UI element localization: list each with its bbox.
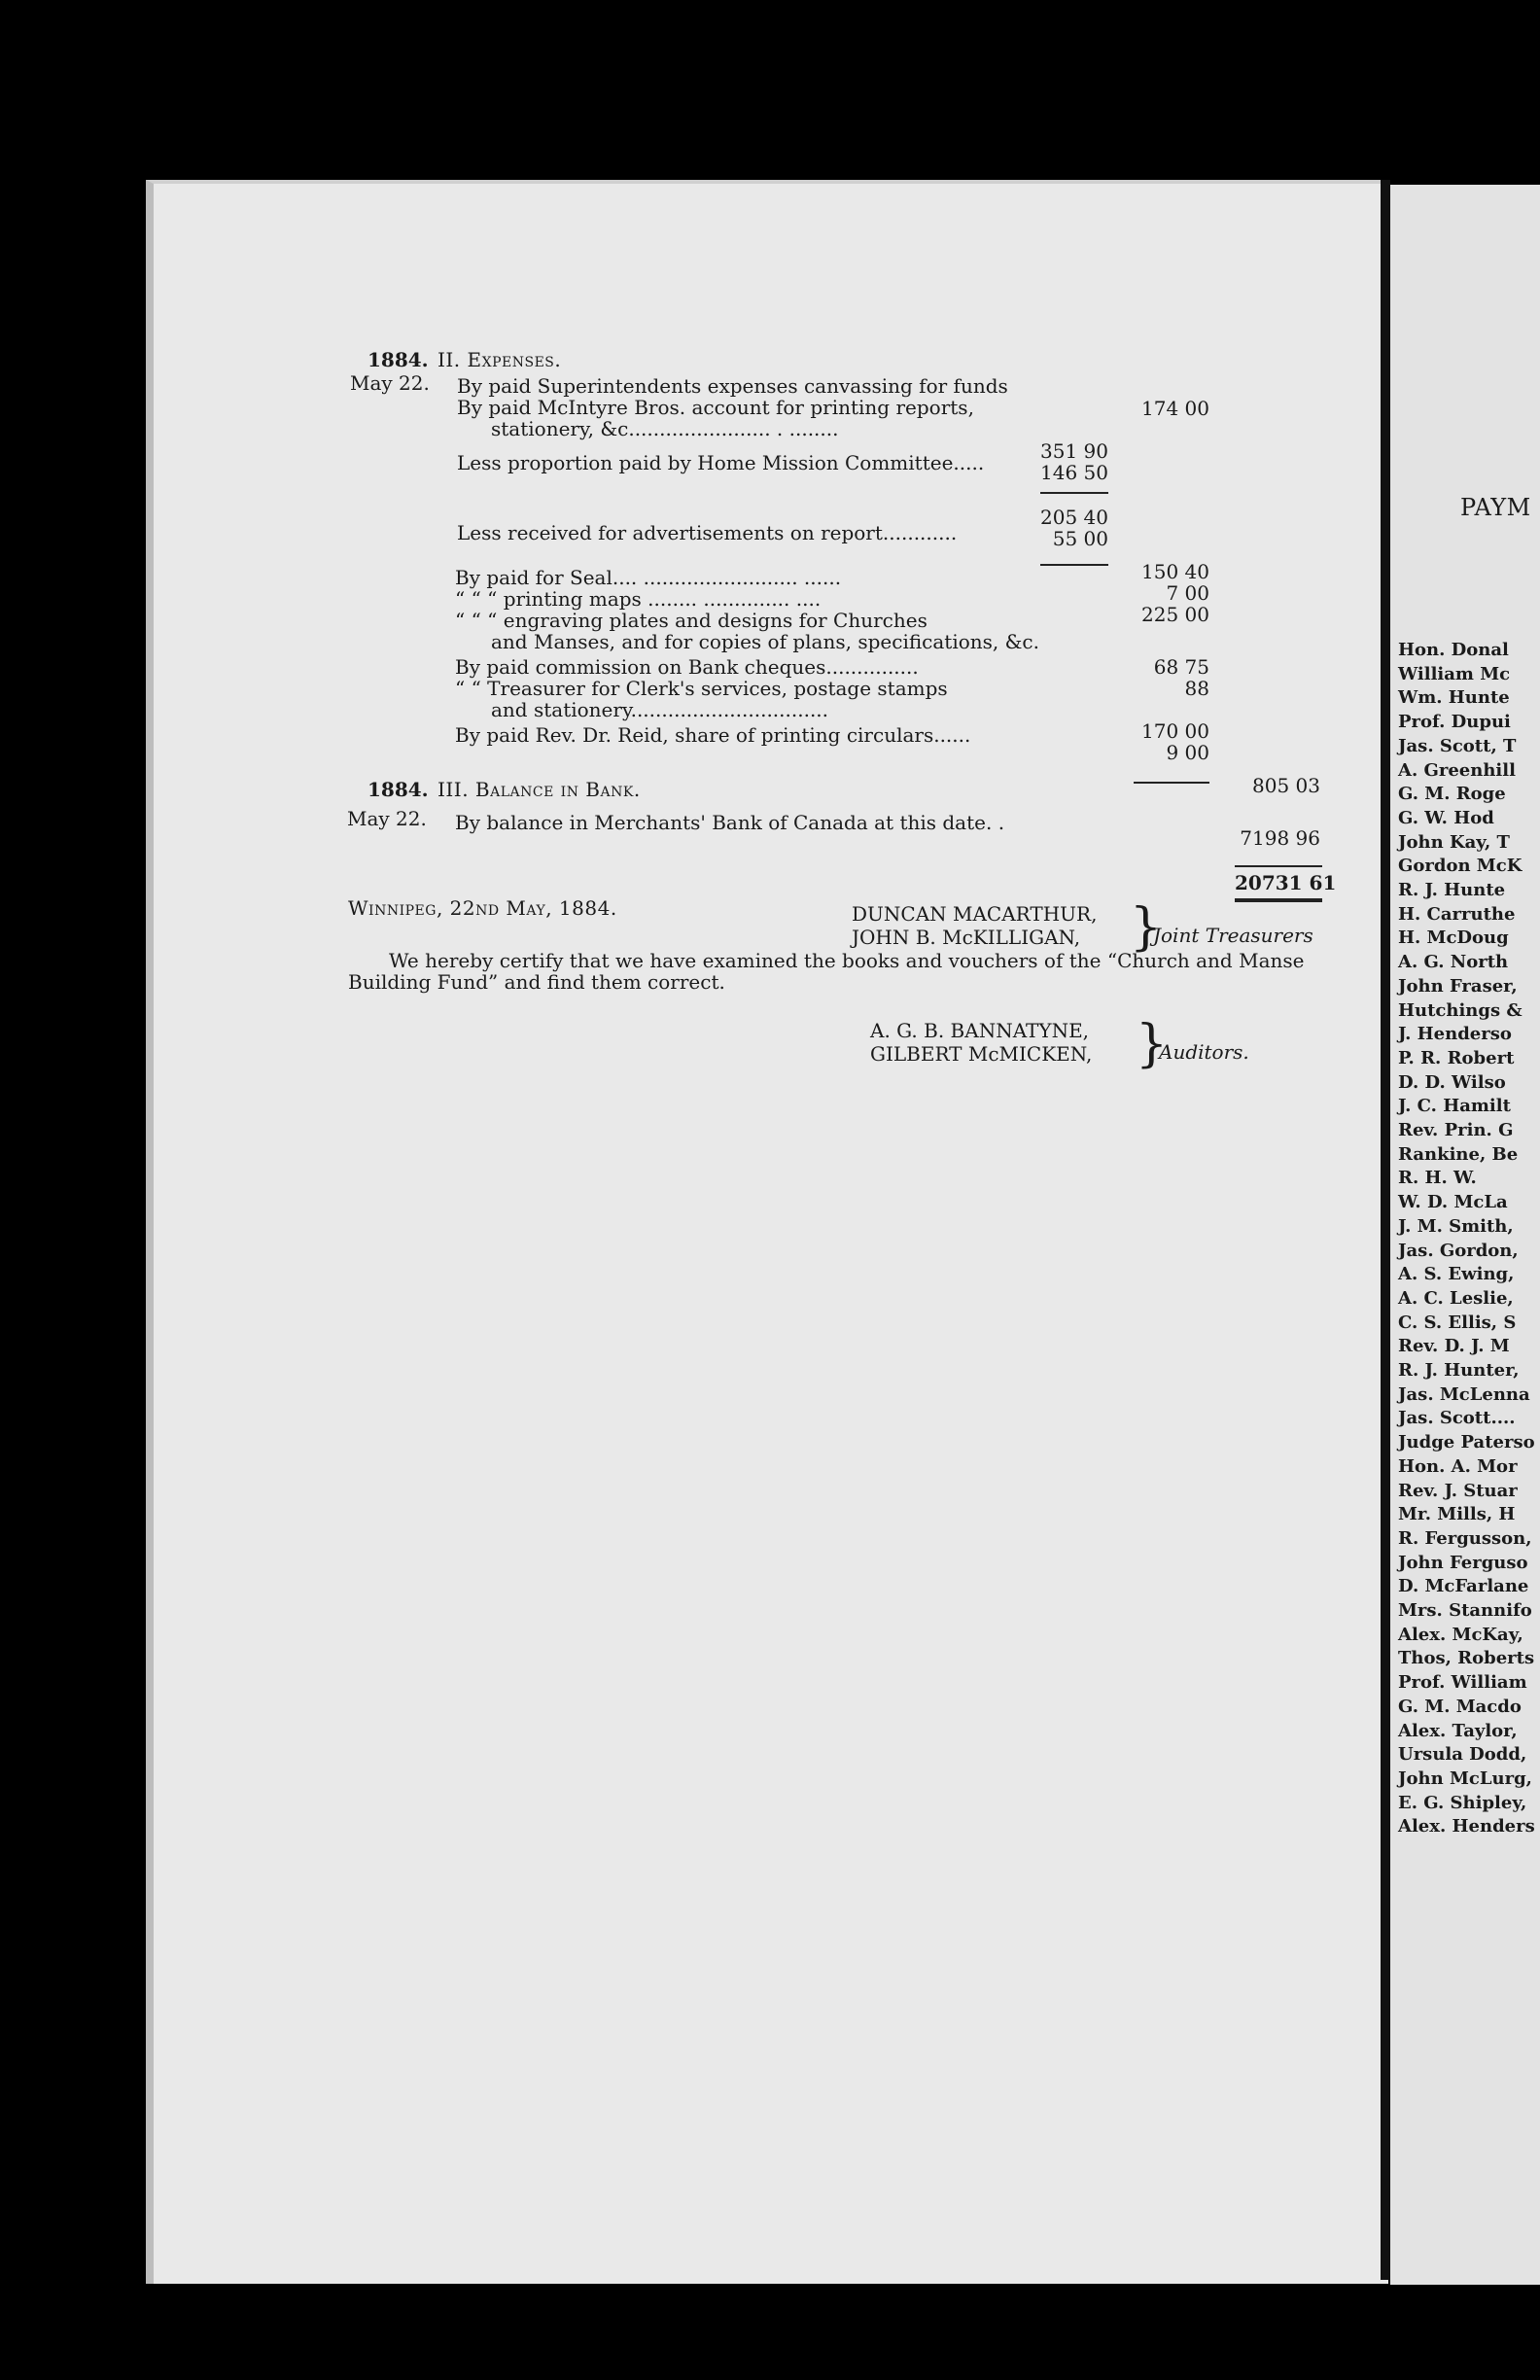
expense-line: By paid Rev. Dr. Reid, share of printing circulars......	[455, 723, 971, 747]
donor-name: G. W. Hod	[1398, 807, 1494, 828]
sum-rule	[1040, 492, 1108, 494]
donor-name: Wm. Hunte	[1398, 687, 1510, 709]
expense-line: “ “ Treasurer for Clerk's services, postage stamps	[455, 677, 948, 700]
grand-total: 20731 61	[1235, 871, 1337, 894]
balance-amount: 7198 96	[1240, 826, 1320, 850]
amount-col1: 351 90	[1040, 439, 1108, 463]
donor-name: Prof. William	[1398, 1672, 1527, 1694]
amount-col2: 170 00	[1141, 719, 1209, 743]
donor-name: P. R. Robert	[1398, 1047, 1515, 1068]
treasurers-role: Joint Treasurers	[1153, 924, 1313, 947]
donor-name: R. Fergusson,	[1398, 1527, 1532, 1549]
page-gutter	[1381, 180, 1390, 2280]
place-date: Winnipeg, 22nd May, 1884.	[348, 896, 617, 920]
donor-name: E. G. Shipley,	[1398, 1792, 1527, 1813]
treasurer-name: DUNCAN MACARTHUR,	[852, 902, 1098, 926]
total-rule	[1235, 865, 1322, 867]
right-page-heading: PAYM	[1460, 494, 1531, 521]
donor-name: A. S. Ewing,	[1398, 1264, 1515, 1285]
auditors-brace: }	[1136, 1015, 1169, 1073]
amount-col2: 150 40	[1141, 560, 1209, 583]
donor-name: D. D. Wilso	[1398, 1071, 1506, 1093]
donor-name: Gordon McK	[1398, 856, 1522, 877]
donor-name: Rev. J. Stuar	[1398, 1480, 1518, 1501]
donor-name: Hutchings &	[1398, 999, 1522, 1021]
donor-name: Rev. D. J. M	[1398, 1336, 1510, 1357]
donor-name: J. Henderso	[1398, 1024, 1512, 1045]
auditors-role: Auditors.	[1159, 1040, 1249, 1064]
balance-date: May 22.	[347, 807, 427, 830]
donor-name: D. McFarlane	[1398, 1576, 1529, 1597]
donor-name: Jas. Scott....	[1398, 1408, 1516, 1429]
donor-name: Jas. Gordon,	[1398, 1240, 1519, 1261]
donor-name: Ursula Dodd,	[1398, 1744, 1527, 1766]
balance-heading: III. Balance in Bank.	[438, 778, 641, 801]
expense-line: stationery, &c....................... . ........	[491, 417, 839, 440]
treasurers-brace: }	[1130, 898, 1163, 957]
expenses-year: 1884.	[368, 348, 429, 371]
amount-col2: 9 00	[1166, 741, 1209, 764]
donor-name: A. G. North	[1398, 952, 1509, 973]
certify-line: Building Fund” and find them correct.	[348, 970, 725, 994]
amount-col1: 55 00	[1052, 527, 1108, 550]
amount-col1: 205 40	[1040, 506, 1108, 529]
donor-name: Alex. Henders	[1398, 1816, 1535, 1838]
expense-line: Less received for advertisements on report............	[457, 521, 958, 544]
donor-name: Mr. Mills, H	[1398, 1504, 1516, 1525]
donor-name: John Fraser,	[1398, 975, 1518, 997]
donor-name: Judge Paterso	[1398, 1432, 1535, 1453]
donor-name: R. H. W.	[1398, 1168, 1477, 1189]
donor-name: John McLurg,	[1398, 1768, 1532, 1789]
amount-col3: 805 03	[1252, 774, 1320, 797]
expense-line: Less proportion paid by Home Mission Committee.....	[457, 451, 985, 474]
sum-rule	[1134, 782, 1209, 784]
donor-name: R. J. Hunte	[1398, 880, 1506, 900]
expense-line: By paid for Seal.... ......................... ......	[455, 566, 842, 589]
donor-name: Rankine, Be	[1398, 1143, 1519, 1165]
total-double-rule	[1235, 898, 1322, 902]
amount-col2: 174 00	[1141, 397, 1209, 420]
donor-name: G. M. Roge	[1398, 784, 1506, 805]
donor-name: Prof. Dupui	[1398, 712, 1511, 733]
donor-name: J. M. Smith,	[1398, 1215, 1514, 1237]
donor-name: Jas. Scott, T	[1398, 735, 1517, 756]
amount-col2: 225 00	[1141, 603, 1209, 626]
donor-name: Rev. Prin. G	[1398, 1120, 1514, 1140]
amount-col2: 88	[1184, 677, 1209, 700]
amount-col2: 68 75	[1153, 655, 1209, 679]
donor-name: H. Carruthe	[1398, 903, 1516, 925]
amount-col1: 146 50	[1040, 461, 1108, 484]
auditor-name: GILBERT McMICKEN,	[870, 1042, 1093, 1066]
donor-name: John Kay, T	[1398, 831, 1510, 853]
right-page	[1390, 185, 1540, 2285]
treasurer-name: JOHN B. McKILLIGAN,	[852, 926, 1081, 949]
donor-name: Hon. Donal	[1398, 640, 1509, 660]
donor-name: Alex. McKay,	[1398, 1624, 1523, 1645]
auditor-name: A. G. B. BANNATYNE,	[870, 1019, 1090, 1042]
donor-name: H. McDoug	[1398, 928, 1509, 949]
donor-name: Hon. A. Mor	[1398, 1455, 1518, 1477]
donor-name: Alex. Taylor,	[1398, 1720, 1518, 1741]
donor-name: William Mc	[1398, 663, 1511, 684]
expense-line: and stationery................................	[491, 698, 829, 721]
donor-name: Mrs. Stannifo	[1398, 1600, 1532, 1621]
amount-col2: 7 00	[1166, 581, 1209, 605]
expense-line: “ “ “ engraving plates and designs for Churches	[455, 609, 928, 632]
donor-name: Jas. McLenna	[1398, 1383, 1530, 1405]
donor-name: A. Greenhill	[1398, 759, 1516, 781]
certify-line: We hereby certify that we have examined the books and vouchers of the “Church and Manse	[389, 949, 1305, 972]
sum-rule	[1040, 564, 1108, 566]
donor-name: Thos, Roberts	[1398, 1648, 1535, 1669]
balance-year: 1884.	[368, 778, 429, 801]
donor-name: J. C. Hamilt	[1398, 1096, 1511, 1117]
expenses-date: May 22.	[350, 371, 430, 395]
donor-name: G. M. Macdo	[1398, 1696, 1522, 1717]
expense-line: By paid Superintendents expenses canvassing for funds	[457, 374, 1008, 398]
left-page	[146, 180, 1388, 2284]
donor-name: C. S. Ellis, S	[1398, 1312, 1517, 1333]
expense-line: and Manses, and for copies of plans, specifications, &c.	[491, 630, 1039, 653]
expense-line: By paid McIntyre Bros. account for printing reports,	[457, 396, 974, 419]
donor-name: W. D. McLa	[1398, 1192, 1508, 1213]
balance-line: By balance in Merchants' Bank of Canada at this date. .	[455, 811, 1005, 834]
donor-name: John Ferguso	[1398, 1552, 1528, 1573]
expense-line: By paid commission on Bank cheques...............	[455, 655, 919, 679]
expenses-heading: II. Expenses.	[438, 348, 562, 371]
donor-name: A. C. Leslie,	[1398, 1287, 1514, 1309]
donor-name: R. J. Hunter,	[1398, 1360, 1520, 1381]
expense-line: “ “ “ printing maps ........ .............. ....	[455, 587, 822, 611]
